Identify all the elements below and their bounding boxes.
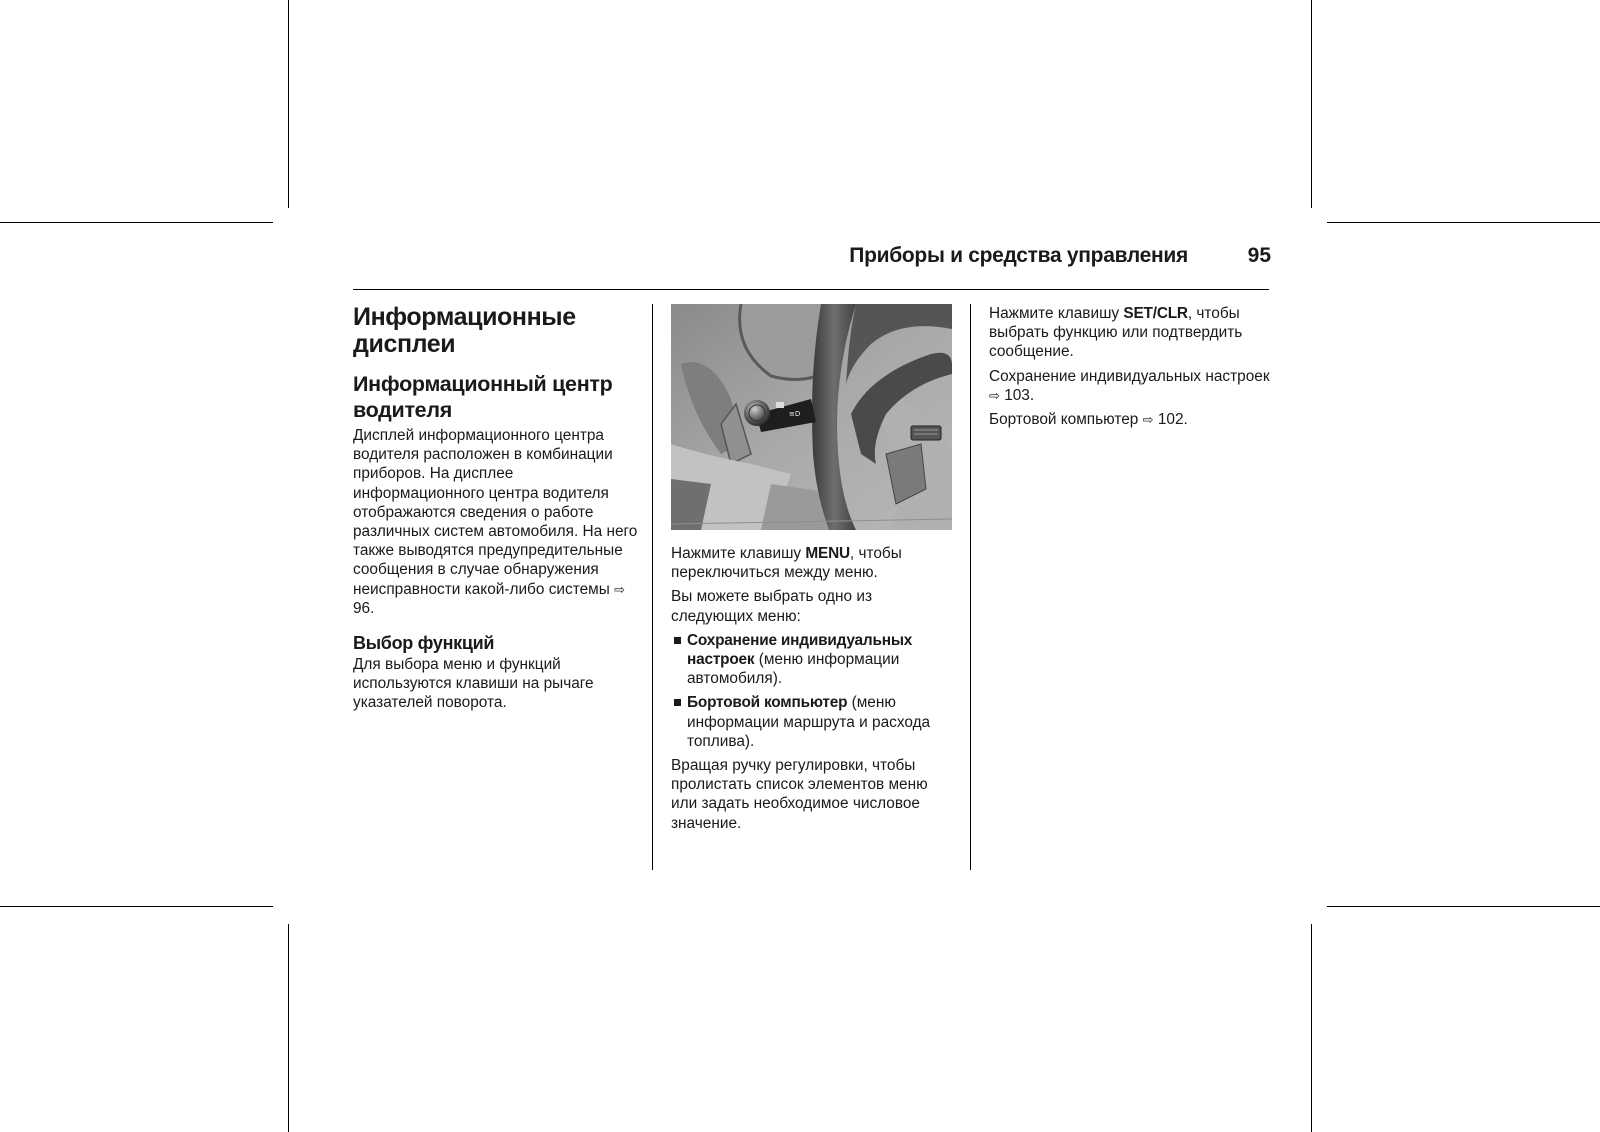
set-clr-text-pre: Нажмите клавишу: [989, 305, 1124, 322]
trip-computer-reference-paragraph: [989, 410, 1274, 429]
list-item: [671, 693, 953, 751]
adjust-knob-paragraph: Вращая ручку регулировки, чтобы пролистать список элементов меню или задать необходимое числовое значение.: [671, 757, 928, 832]
section-title: Приборы и средства управления: [849, 244, 1188, 267]
set-clr-key: SET/CLR: [1123, 305, 1188, 322]
settings-reference-paragraph: [989, 367, 1274, 405]
set-clr-text-post: , чтобы выбрать функцию или подтвердить сообщение.: [989, 305, 1243, 361]
bullet-square-icon: [674, 699, 681, 706]
header-rule: [353, 289, 1269, 290]
list-item-text: (меню информации маршрута и расхода топлива).: [687, 694, 931, 750]
list-item-term[interactable]: Сохранение индивидуальных настроек: [687, 631, 913, 669]
page-number: 95: [1247, 244, 1271, 267]
menu-key: MENU: [805, 545, 850, 562]
column-middle: [671, 304, 953, 838]
intro-paragraph: [353, 426, 638, 618]
section-subtitle: Информационный центр водителя: [353, 372, 613, 422]
set-clr-paragraph: [989, 304, 1274, 362]
page-title: Информационные дисплеи: [353, 303, 576, 358]
menu-choice-paragraph: Вы можете выбрать одно из следующих меню:: [671, 588, 872, 625]
trip-computer-reference-text: Бортовой компьютер: [989, 411, 1139, 429]
svg-text:≡D: ≡D: [789, 410, 801, 418]
function-paragraph: Для выбора меню и функций используются клавиши на рычаге указателей поворота.: [353, 656, 594, 712]
function-heading: Выбор функций: [353, 633, 495, 654]
reference-arrow-icon: ⇨: [989, 387, 1000, 403]
crop-mark: [288, 0, 289, 208]
intro-text: Дисплей информационного центра водителя расположен в комбинации приборов. На дисплее информационного центра водителя отображаются сведения о работе различных систем автомобиля. На него также выводятся предупредительные сообщения в случае обнаружения неисправности какой-либо системы: [353, 427, 638, 598]
turn-signal-lever-photo: [671, 304, 952, 530]
menu-key-paragraph: [671, 544, 953, 582]
menu-text-pre: Нажмите клавишу: [671, 545, 806, 562]
crop-mark: [1311, 924, 1312, 1132]
crop-mark: [1327, 906, 1600, 907]
list-item-term[interactable]: Бортовой компьютер: [687, 694, 848, 712]
page-reference[interactable]: 102.: [1157, 411, 1188, 429]
column-divider: [970, 304, 971, 870]
column-right: [989, 304, 1274, 434]
list-item: [671, 631, 953, 689]
reference-arrow-icon: ⇨: [614, 581, 625, 597]
column-left: [353, 304, 638, 718]
crop-mark: [1311, 0, 1312, 208]
menu-text-post: , чтобы переключиться между меню.: [671, 545, 902, 582]
page-reference[interactable]: 103.: [1004, 386, 1035, 404]
list-item-text: (меню информации автомобиля).: [687, 651, 900, 688]
bullet-square-icon: [674, 637, 681, 644]
crop-mark: [0, 906, 273, 907]
crop-mark: [1327, 222, 1600, 223]
reference-arrow-icon: ⇨: [1142, 412, 1154, 428]
page-reference[interactable]: 96.: [353, 599, 375, 617]
column-divider: [652, 304, 653, 870]
settings-reference-text: Сохранение индивидуальных настроек: [989, 367, 1270, 385]
crop-mark: [288, 924, 289, 1132]
crop-mark: [0, 222, 273, 223]
running-header: [353, 244, 1271, 274]
